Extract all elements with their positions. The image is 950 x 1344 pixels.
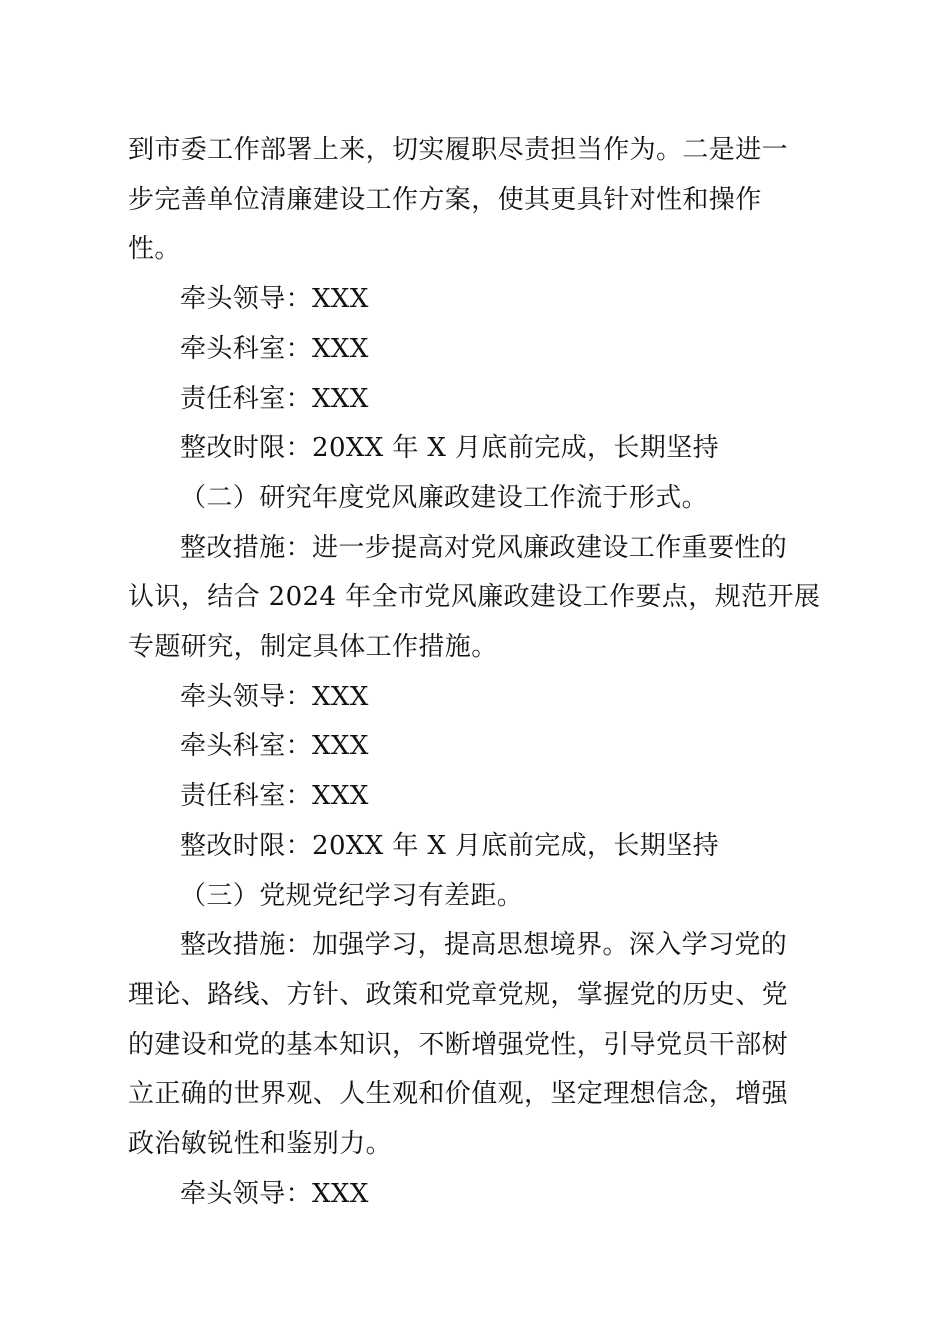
section2-lead-department: 牵头科室：XXX xyxy=(180,731,369,762)
intro-line: 性。 xyxy=(128,234,181,265)
block1-lead-department: 牵头科室：XXX xyxy=(180,333,369,364)
section2-measure-line: 专题研究，制定具体工作措施。 xyxy=(128,632,498,663)
section2-lead-leader: 牵头领导：XXX xyxy=(180,681,369,712)
section3-measure-line: 的建设和党的基本知识，不断增强党性，引导党员干部树 xyxy=(128,1029,789,1060)
section3-heading: （三）党规党纪学习有差距。 xyxy=(180,880,524,911)
section2-measure-line: 整改措施：进一步提高对党风廉政建设工作重要性的 xyxy=(180,532,788,563)
section3-lead-leader: 牵头领导：XXX xyxy=(180,1178,369,1209)
intro-paragraph xyxy=(128,126,824,275)
section2-deadline: 整改时限：20XX 年 X 月底前完成，长期坚持 xyxy=(180,830,720,861)
block1-lead-leader: 牵头领导：XXX xyxy=(180,284,369,315)
section3-measure-line: 政治敏锐性和鉴别力。 xyxy=(128,1129,393,1160)
section2-heading: （二）研究年度党风廉政建设工作流于形式。 xyxy=(180,482,709,513)
intro-line: 到市委工作部署上来，切实履职尽责担当作为。二是进一 xyxy=(128,135,789,165)
document-body xyxy=(128,126,824,1219)
section2-measure-line: 认识，结合 2024 年全市党风廉政建设工作要点，规范开展 xyxy=(128,582,821,613)
intro-line: 步完善单位清廉建设工作方案，使其更具针对性和操作 xyxy=(128,184,762,215)
section2-measures xyxy=(128,524,824,673)
section3-measure-line: 立正确的世界观、人生观和价值观，坚定理想信念，增强 xyxy=(128,1079,789,1110)
section2-responsible-department: 责任科室：XXX xyxy=(180,781,369,812)
block1-deadline: 整改时限：20XX 年 X 月底前完成，长期坚持 xyxy=(180,433,720,464)
section3-measures xyxy=(128,921,824,1170)
block1-responsible-department: 责任科室：XXX xyxy=(180,383,369,414)
section3-measure-line: 整改措施：加强学习，提高思想境界。深入学习党的 xyxy=(180,930,788,961)
section3-measure-line: 理论、路线、方针、政策和党章党规，掌握党的历史、党 xyxy=(128,979,789,1010)
